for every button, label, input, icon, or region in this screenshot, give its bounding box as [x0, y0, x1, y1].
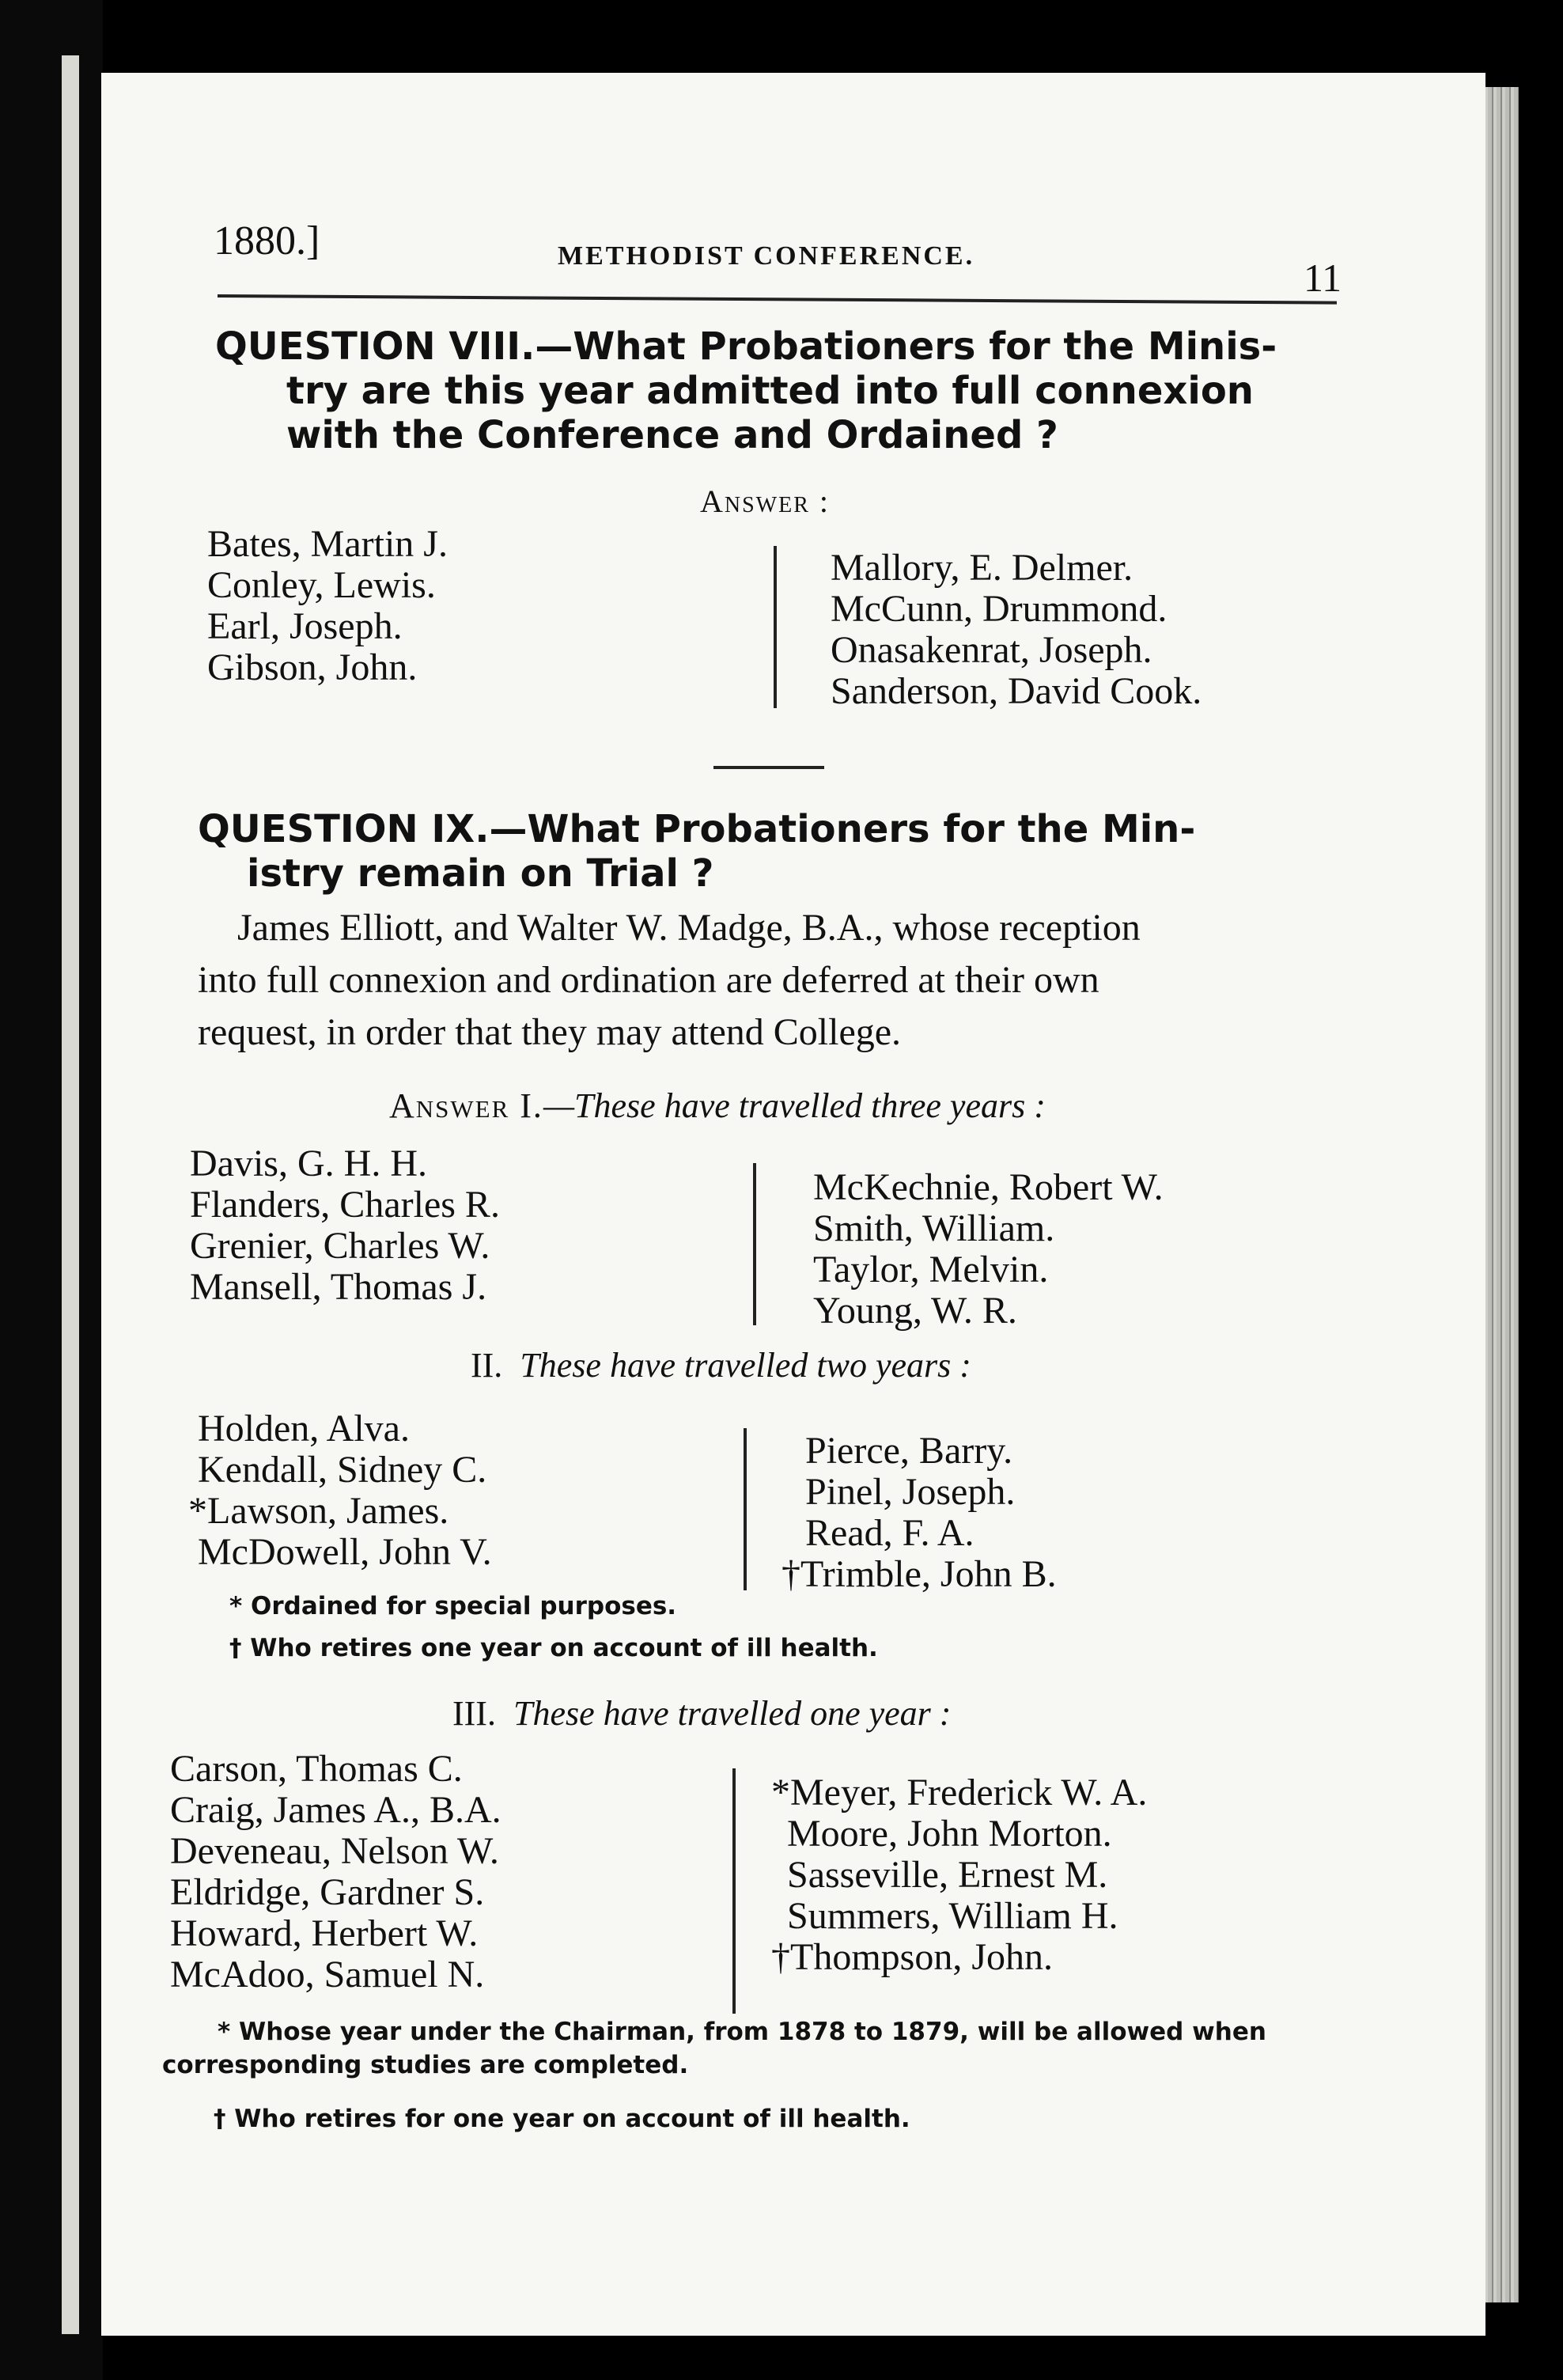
list-item: McCunn, Drummond.	[831, 588, 1168, 630]
list-item: Eldridge, Gardner S.	[170, 1871, 485, 1913]
list-item: McDowell, John V.	[198, 1531, 492, 1573]
list-item: Moore, John Morton.	[787, 1813, 1112, 1855]
q8-left-list	[207, 524, 448, 688]
column-divider	[774, 546, 777, 708]
list-item: Carson, Thomas C.	[170, 1748, 463, 1790]
list-item: Onasakenrat, Joseph.	[831, 629, 1152, 671]
answer-ii-label: II.	[471, 1346, 503, 1385]
question-ix-line1: What Probationers for the Min-	[527, 807, 1196, 851]
list-item: Howard, Herbert W.	[170, 1912, 479, 1954]
list-item: *Lawson, James.	[188, 1490, 449, 1532]
list-item: Smith, William.	[813, 1207, 1055, 1249]
answer-i-left-list	[190, 1143, 500, 1308]
answer-iii-heading	[452, 1693, 951, 1734]
list-item: McKechnie, Robert W.	[813, 1166, 1164, 1208]
paragraph-line: into full connexion and ordination are deferred at their own	[198, 959, 1099, 1001]
question-ix-line2: istry remain on Trial ?	[247, 851, 714, 896]
question-viii-heading	[215, 324, 1354, 457]
question-ix-dash: —	[489, 807, 528, 851]
answer-ii-note-1: * Ordained for special purposes.	[229, 1592, 677, 1620]
answer-iii-note-1: * Whose year under the Chairman, from 1878 to 1879, will be allowed when	[218, 2018, 1266, 2046]
list-item: Mallory, E. Delmer.	[831, 547, 1133, 589]
page-number: 11	[1304, 256, 1342, 300]
answer-iii-text: These have travelled one year :	[513, 1694, 952, 1733]
list-item: *Meyer, Frederick W. A.	[771, 1772, 1148, 1813]
header-year: 1880.]	[214, 218, 320, 263]
list-item: Craig, James A., B.A.	[170, 1789, 501, 1831]
q8-right-list	[831, 548, 1202, 712]
section-divider	[713, 766, 824, 769]
list-item: Flanders, Charles R.	[190, 1184, 500, 1226]
question-viii-answer-label: Answer :	[700, 483, 830, 519]
book-gutter-shadow	[0, 0, 103, 2380]
answer-i-label: Answer I.	[389, 1086, 543, 1125]
list-item: Kendall, Sidney C.	[198, 1449, 487, 1491]
answer-ii-text: These have travelled two years :	[520, 1346, 971, 1385]
list-item: Holden, Alva.	[198, 1408, 410, 1450]
question-ix-label: QUESTION IX.	[198, 807, 490, 851]
list-item: †Thompson, John.	[771, 1936, 1054, 1978]
list-item: Read, F. A.	[805, 1512, 975, 1554]
answer-iii-left-list	[170, 1749, 501, 1995]
header-title: METHODIST CONFERENCE.	[558, 241, 975, 271]
answer-iii-note-1-cont: corresponding studies are completed.	[162, 2051, 689, 2079]
question-viii-dash: —	[535, 324, 573, 369]
question-ix-heading	[198, 807, 1361, 896]
answer-ii-note-2: † Who retires one year on account of ill health.	[229, 1634, 878, 1662]
answer-i-right-list	[813, 1167, 1164, 1332]
paragraph-line: James Elliott, and Walter W. Madge, B.A., whose reception	[237, 907, 1141, 949]
list-item: Davis, G. H. H.	[190, 1143, 427, 1184]
answer-iii-label: III.	[452, 1694, 496, 1733]
previous-page-edge	[62, 55, 79, 2334]
answer-i-heading	[389, 1086, 1046, 1126]
answer-ii-left-list	[188, 1408, 492, 1573]
list-item: McAdoo, Samuel N.	[170, 1954, 485, 1995]
question-viii-line1: What Probationers for the Minis-	[573, 324, 1277, 369]
list-item: Deveneau, Nelson W.	[170, 1830, 499, 1872]
column-divider	[744, 1428, 747, 1590]
list-item: Gibson, John.	[207, 646, 418, 688]
list-item: Pinel, Joseph.	[805, 1471, 1016, 1513]
list-item: Grenier, Charles W.	[190, 1225, 490, 1267]
question-viii-label: QUESTION VIII.	[215, 324, 536, 369]
answer-ii-right-list	[782, 1431, 1057, 1595]
answer-ii-heading	[471, 1345, 971, 1385]
list-item: †Trimble, John B.	[782, 1553, 1057, 1595]
list-item: Young, W. R.	[813, 1290, 1017, 1332]
list-item: Sanderson, David Cook.	[831, 670, 1202, 712]
list-item: Mansell, Thomas J.	[190, 1266, 487, 1308]
list-item: Pierce, Barry.	[805, 1430, 1013, 1472]
list-item: Bates, Martin J.	[207, 523, 448, 565]
question-viii-line2: try are this year admitted into full connexion	[286, 369, 1254, 413]
answer-i-text: —These have travelled three years :	[543, 1086, 1046, 1125]
question-ix-paragraph	[198, 902, 1141, 1059]
answer-iii-right-list	[771, 1772, 1147, 1978]
column-divider	[732, 1768, 736, 2014]
list-item: Earl, Joseph.	[207, 605, 403, 647]
list-item: Taylor, Melvin.	[813, 1249, 1049, 1290]
list-item: Conley, Lewis.	[207, 564, 436, 606]
answer-iii-note-2: † Who retires for one year on account of ill health.	[214, 2105, 910, 2133]
paragraph-line: request, in order that they may attend College.	[198, 1011, 902, 1053]
question-viii-line3: with the Conference and Ordained ?	[286, 413, 1058, 457]
list-item: Summers, William H.	[787, 1895, 1118, 1937]
column-divider	[753, 1163, 756, 1325]
list-item: Sasseville, Ernest M.	[787, 1854, 1108, 1896]
